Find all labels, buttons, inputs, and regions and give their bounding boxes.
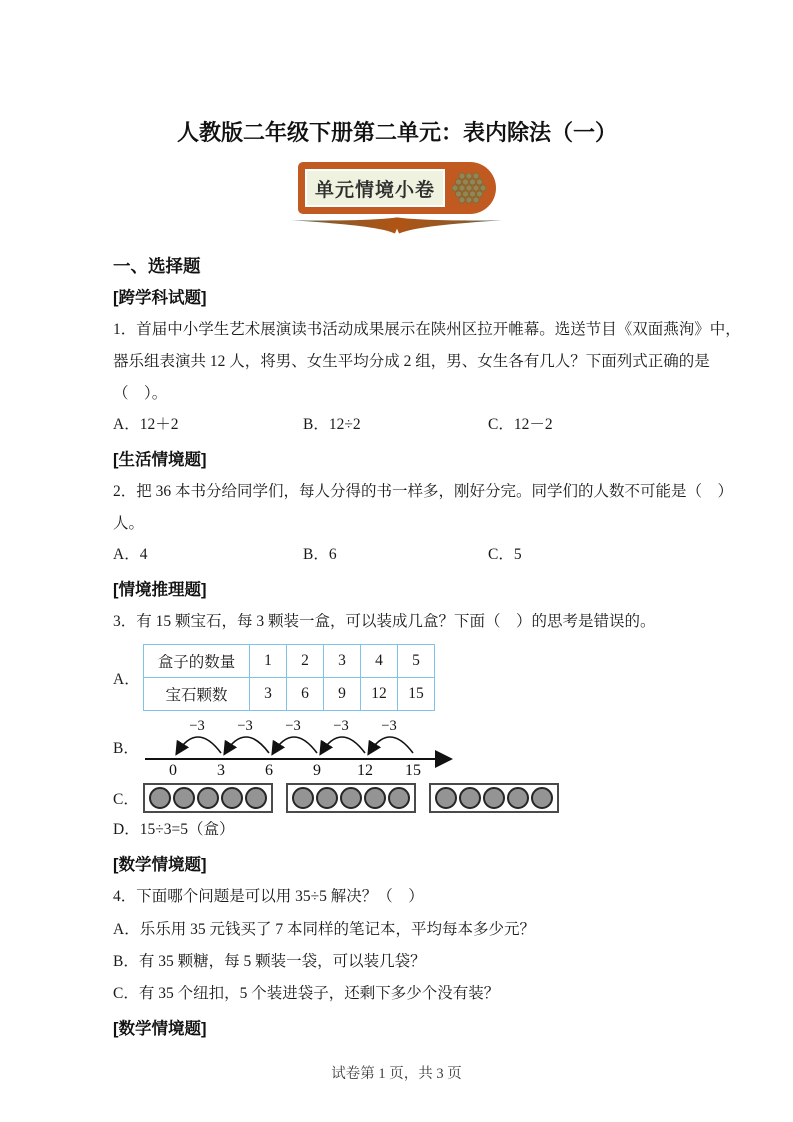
question-text-line: 人。 bbox=[113, 515, 145, 532]
question-text-line: 4．下面哪个问题是可以用 35÷5 解决？（ ） bbox=[113, 888, 424, 905]
option-item: C．5 bbox=[488, 546, 522, 563]
banner-shape bbox=[298, 162, 496, 214]
option-item: B．有 35 颗糖，每 5 颗装一袋，可以装几袋？ bbox=[113, 953, 426, 970]
table-cell: 宝石颗数 bbox=[144, 678, 250, 711]
gem-circle bbox=[364, 787, 386, 809]
number-line-figure bbox=[143, 717, 463, 777]
arc-label: −3 bbox=[285, 718, 301, 734]
table-cell: 15 bbox=[398, 678, 435, 711]
tick-label: 15 bbox=[405, 762, 421, 777]
tick-label: 6 bbox=[265, 762, 273, 777]
question-tag: [生活情境题] bbox=[113, 451, 207, 469]
q3-option-c-row bbox=[113, 783, 681, 813]
arc-label: −3 bbox=[237, 718, 253, 734]
question-2-text bbox=[113, 476, 734, 540]
question-4-text bbox=[113, 881, 681, 913]
gem-circle bbox=[531, 787, 553, 809]
option-item: A．乐乐用 35 元钱买了 7 本同样的笔记本，平均每本多少元？ bbox=[113, 921, 535, 938]
question-text-line: 1．首届中小学生艺术展演读书活动成果展示在陕州区拉开帷幕。选送节目《双面燕洵》中， bbox=[113, 321, 741, 338]
gem-circle bbox=[316, 787, 338, 809]
flower-dots-icon bbox=[452, 171, 486, 205]
gem-circle bbox=[245, 787, 267, 809]
question-3-text bbox=[113, 606, 681, 638]
option-item: A．4 bbox=[113, 546, 148, 563]
option-item: 15÷3=5（盒） bbox=[139, 821, 235, 838]
circle-box bbox=[143, 783, 273, 813]
table-cell: 5 bbox=[398, 645, 435, 678]
tick-label: 0 bbox=[169, 762, 177, 777]
worksheet-content bbox=[113, 0, 741, 1041]
tick-label: 3 bbox=[217, 762, 225, 777]
option-item: B．6 bbox=[303, 546, 337, 563]
banner-label-box bbox=[305, 169, 445, 207]
question-2-options bbox=[113, 540, 681, 570]
gem-circle bbox=[173, 787, 195, 809]
question-text-line: 3．有 15 颗宝石，每 3 颗装一盒，可以装成几盒？下面（ ）的思考是错误的。 bbox=[113, 613, 656, 630]
ratio-table bbox=[143, 644, 435, 711]
circle-box bbox=[286, 783, 416, 813]
unit-banner bbox=[113, 162, 681, 237]
table-row bbox=[144, 678, 435, 711]
option-label: C． bbox=[113, 791, 139, 808]
gem-circle bbox=[388, 787, 410, 809]
banner-label: 单元情境小卷 bbox=[314, 179, 435, 201]
gem-circle bbox=[459, 787, 481, 809]
page-title: 人教版二年级下册第二单元：表内除法（一） bbox=[176, 120, 617, 145]
arc-label: −3 bbox=[381, 718, 397, 734]
option-label: D． bbox=[113, 821, 140, 838]
option-item: C．有 35 个纽扣，5 个装进袋子，还剩下多少个没有装？ bbox=[113, 985, 500, 1002]
table-cell: 4 bbox=[361, 645, 398, 678]
arc-label: −3 bbox=[189, 718, 205, 734]
table-row bbox=[144, 645, 435, 678]
circle-box bbox=[429, 783, 559, 813]
gem-circle bbox=[292, 787, 314, 809]
table-cell: 2 bbox=[287, 645, 324, 678]
table-cell: 9 bbox=[324, 678, 361, 711]
arc-label: −3 bbox=[333, 718, 349, 734]
gem-circle bbox=[483, 787, 505, 809]
section-heading: 一、选择题 bbox=[113, 256, 201, 276]
question-text-line: 器乐组表演共 12 人，将男、女生平均分成 2 组，男、女生各有几人？下面列式正确的是 bbox=[113, 353, 710, 370]
gem-circle bbox=[507, 787, 529, 809]
gem-circle bbox=[149, 787, 171, 809]
table-cell: 3 bbox=[250, 678, 287, 711]
question-tag: [跨学科试题] bbox=[113, 289, 207, 307]
option-label: A． bbox=[113, 670, 140, 688]
question-tag: [数学情境题] bbox=[113, 1020, 207, 1038]
page-footer: 试卷第 1 页，共 3 页 bbox=[331, 1066, 462, 1082]
table-cell: 3 bbox=[324, 645, 361, 678]
gem-circle bbox=[340, 787, 362, 809]
q3-option-a-row bbox=[113, 644, 681, 711]
ribbon-icon bbox=[290, 216, 504, 237]
table-cell: 盒子的数量 bbox=[144, 645, 250, 678]
q3-option-b-row bbox=[113, 717, 681, 777]
question-1-text bbox=[113, 314, 741, 410]
question-text-line: （ ）。 bbox=[113, 385, 168, 402]
option-label: B． bbox=[113, 740, 139, 757]
gem-circle bbox=[221, 787, 243, 809]
option-item: B．12÷2 bbox=[303, 416, 361, 433]
question-tag: [情境推理题] bbox=[113, 581, 207, 599]
question-text-line: 2．把 36 本书分给同学们，每人分得的书一样多，刚好分完。同学们的人数不可能是（ ） bbox=[113, 483, 734, 500]
table-cell: 1 bbox=[250, 645, 287, 678]
circle-groups-figure bbox=[143, 783, 572, 813]
q3-option-d-row bbox=[113, 815, 681, 845]
table-cell: 12 bbox=[361, 678, 398, 711]
table-cell: 6 bbox=[287, 678, 324, 711]
tick-label: 12 bbox=[357, 762, 373, 777]
option-item: A．12＋2 bbox=[113, 416, 179, 433]
option-item: C．12－2 bbox=[488, 416, 553, 433]
question-tag: [数学情境题] bbox=[113, 856, 207, 874]
gem-circle bbox=[435, 787, 457, 809]
question-1-options bbox=[113, 410, 681, 440]
gem-circle bbox=[197, 787, 219, 809]
tick-label: 9 bbox=[313, 762, 321, 777]
